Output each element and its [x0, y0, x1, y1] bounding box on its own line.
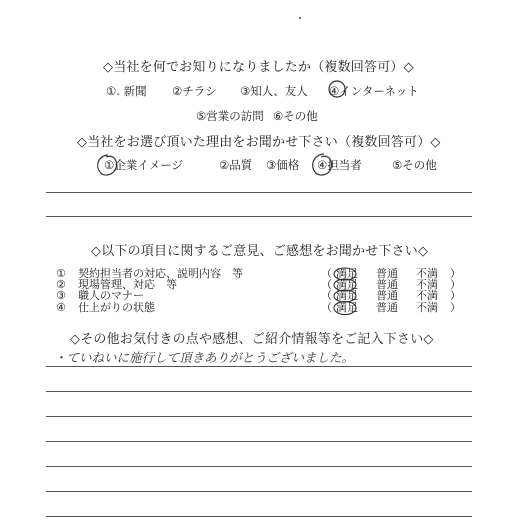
rating-dissatisfied[interactable]: 不満 [416, 300, 438, 314]
q3-row [56, 302, 466, 313]
rating-satisfied[interactable]: 満足 [336, 278, 358, 292]
q2-option-quality[interactable]: ②品質 [219, 158, 253, 172]
paren-open: （ [321, 300, 332, 314]
paren-close: ） [450, 267, 461, 280]
q4-answer-line-2 [46, 391, 472, 392]
rating-satisfied[interactable]: 満足 [336, 267, 358, 280]
q3-rating-table [56, 268, 466, 313]
q1-option-internet[interactable]: ④インターネット [329, 84, 419, 98]
handwritten-comment[interactable]: ・ていねいに施行して頂きありがとうございました。 [54, 350, 355, 365]
paren-open: （ [321, 289, 332, 303]
q4-answer-line-6 [46, 491, 472, 492]
row-label: 職人のマナー [78, 289, 144, 303]
q2-option-staff[interactable]: ④担当者 [317, 158, 362, 172]
q3-row [56, 290, 466, 301]
rating-neutral[interactable]: 普通 [376, 267, 398, 280]
q1-title: ◇当社を何でお知りになりましたか（複数回答可）◇ [103, 60, 414, 75]
rating-dissatisfied[interactable]: 不満 [416, 278, 438, 292]
q4-answer-line-1 [46, 366, 472, 367]
q4-answer-line-5 [46, 466, 472, 467]
paren-close: ） [450, 289, 461, 303]
rating-dissatisfied[interactable]: 不満 [416, 267, 438, 280]
rating-neutral[interactable]: 普通 [376, 300, 398, 314]
row-number: ② [56, 278, 66, 292]
q4-answer-line-3 [46, 416, 472, 417]
paren-close: ） [450, 278, 461, 292]
q2-title: ◇当社をお選び頂いた理由をお聞かせ下さい（複数回答可）◇ [77, 135, 441, 150]
row-label: 契約担当者の対応、説明内容 等 [78, 267, 243, 280]
rating-neutral[interactable]: 普通 [376, 289, 398, 303]
rating-satisfied[interactable]: 満足 [336, 289, 358, 303]
q2-option-price[interactable]: ③価格 [266, 158, 300, 172]
row-label: 現場管理、対応 等 [78, 278, 177, 292]
q1-option-newspaper[interactable]: ①. 新聞 [106, 84, 147, 98]
q3-title: ◇以下の項目に関するご意見、ご感想をお聞かせ下さい◇ [91, 244, 429, 259]
q1-option-flyer[interactable]: ②チラシ [172, 84, 217, 98]
q1-option-sales-visit[interactable]: ⑤営業の訪問 [196, 109, 264, 123]
q2-option-other[interactable]: ⑤その他 [392, 158, 437, 172]
stray-dot [299, 17, 301, 19]
paren-open: （ [321, 278, 332, 292]
q4-title: ◇その他お気付きの点や感想、ご紹介情報等をご記入下さい◇ [70, 332, 434, 347]
paren-open: （ [321, 267, 332, 280]
q2-answer-line-2 [46, 216, 472, 217]
q4-answer-line-4 [46, 441, 472, 442]
rating-neutral[interactable]: 普通 [376, 278, 398, 292]
paren-close: ） [450, 300, 461, 314]
q1-option-friend[interactable]: ③知人、友人 [240, 84, 308, 98]
rating-dissatisfied[interactable]: 不満 [416, 289, 438, 303]
q4-answer-line-7 [46, 516, 472, 517]
q2-option-corporate-image[interactable]: ①企業イメージ [104, 158, 183, 172]
row-label: 仕上がりの状態 [78, 300, 155, 314]
row-number: ① [56, 267, 66, 280]
row-number: ③ [56, 289, 66, 303]
row-number: ④ [56, 300, 66, 314]
q2-answer-line-1 [46, 192, 472, 193]
q1-option-other[interactable]: ⑥その他 [273, 109, 318, 123]
rating-satisfied[interactable]: 満足 [336, 300, 358, 314]
